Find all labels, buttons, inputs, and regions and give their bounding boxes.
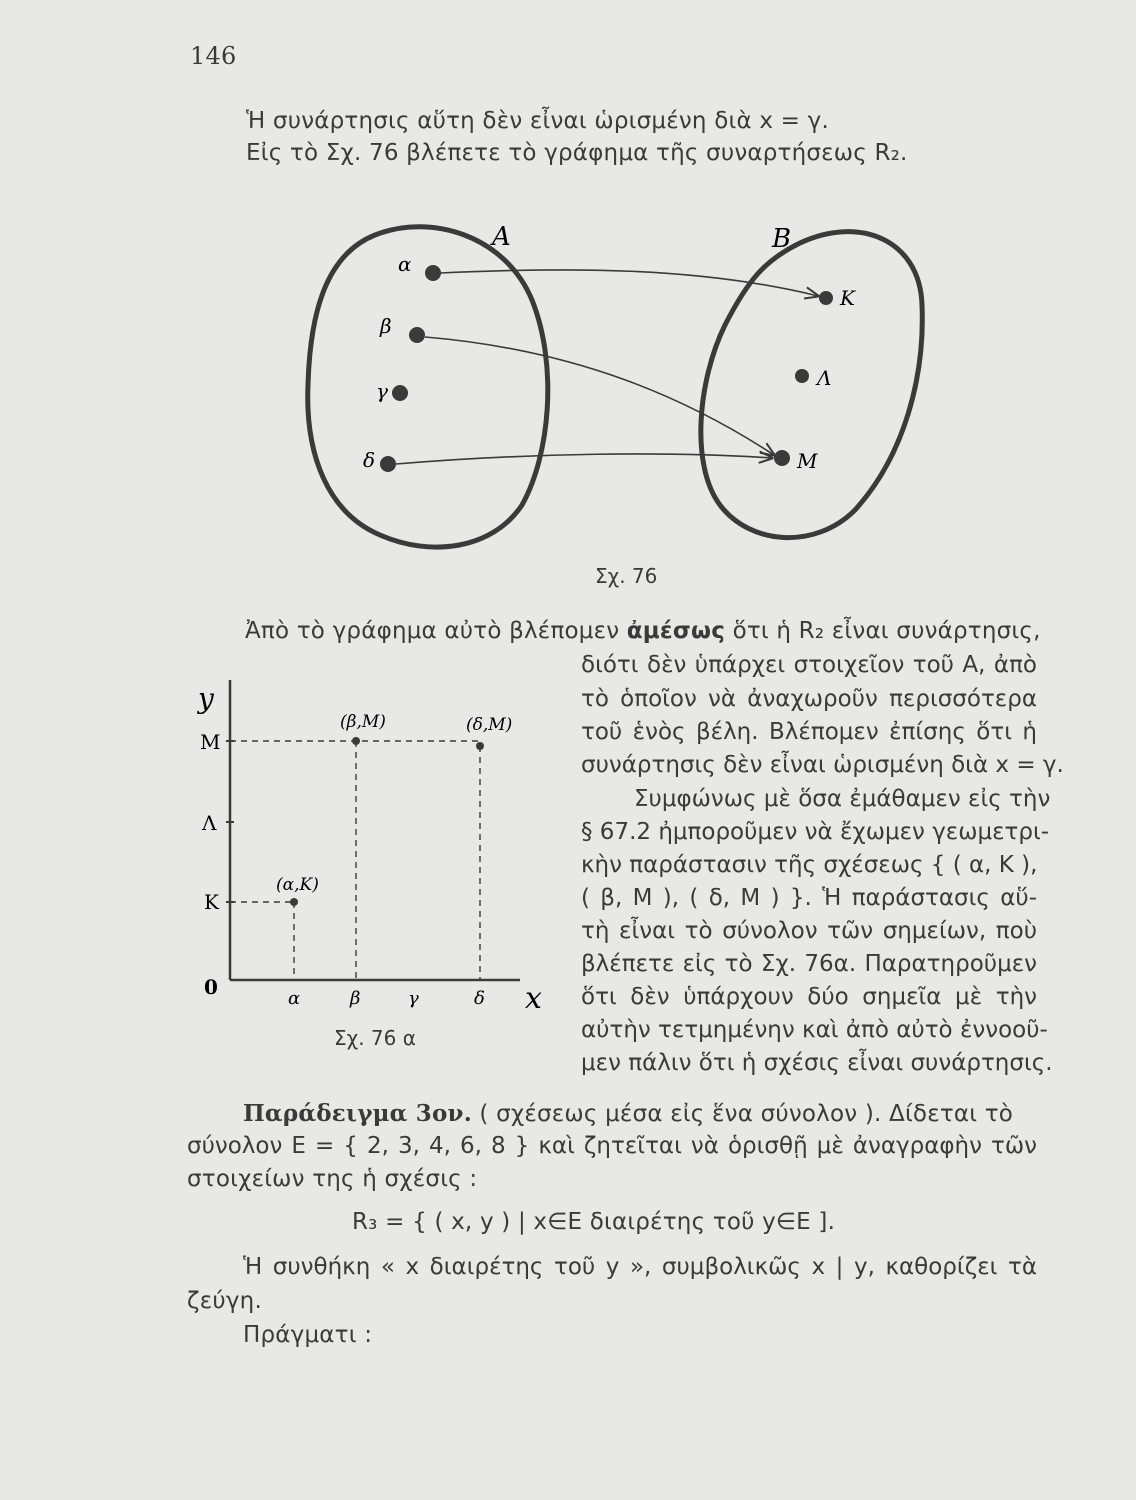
paragraph-1-line-3: τὸ ὁποῖον νὰ ἀναχωροῦν περισσότερα bbox=[581, 686, 1037, 712]
paragraph-2-line-5: τὴ εἶναι τὸ σύνολον τῶν σημείων, ποὺ bbox=[581, 918, 1037, 944]
example-3-line-3: στοιχείων της ἡ σχέσις : bbox=[187, 1166, 478, 1192]
example-3-heading: Παράδειγμα 3ον. bbox=[243, 1100, 472, 1127]
point-beta-M-label: (β,M) bbox=[340, 712, 386, 732]
paragraph-1-post: ὅτι ἡ R₂ εἶναι συνάρτησις, bbox=[725, 618, 1041, 644]
element-gamma-dot bbox=[392, 385, 408, 401]
element-gamma-label: γ bbox=[376, 379, 388, 403]
element-beta-label: β bbox=[380, 314, 392, 338]
x-tick-alpha: α bbox=[288, 988, 301, 1009]
example-3-line-5: ζεύγη. bbox=[187, 1288, 262, 1314]
arrow-delta-to-M bbox=[396, 454, 772, 464]
point-alpha-K-label: (α,K) bbox=[276, 875, 319, 895]
element-M-dot bbox=[774, 450, 790, 466]
example-3-formula: R₃ = { ( x, y ) | x∈E διαιρέτης τοῦ y∈E ]. bbox=[352, 1209, 836, 1235]
paragraph-1-pre: Ἀπὸ τὸ γράφημα αὐτὸ βλέπομεν bbox=[245, 618, 627, 644]
element-alpha-dot bbox=[425, 265, 441, 281]
paragraph-2-line-6: βλέπετε εἰς τὸ Σχ. 76α. Παρατηροῦμεν bbox=[581, 951, 1037, 977]
x-tick-beta: β bbox=[350, 988, 361, 1009]
arrow-alpha-to-K bbox=[440, 270, 818, 296]
element-K-dot bbox=[819, 291, 833, 305]
paragraph-1-line-5: συνάρτησις δὲν εἶναι ὡρισμένη διὰ x = γ. bbox=[581, 752, 1064, 778]
point-beta-M bbox=[352, 737, 360, 745]
element-Lambda-dot bbox=[795, 369, 809, 383]
element-delta-dot bbox=[380, 456, 396, 472]
example-3-line-1 bbox=[243, 1100, 1037, 1127]
element-Lambda-label: Λ bbox=[817, 366, 832, 390]
example-3-line-2: σύνολον E = { 2, 3, 4, 6, 8 } καὶ ζητεῖται νὰ ὁρισθῇ μὲ ἀναγραφὴν τῶν bbox=[187, 1133, 1037, 1159]
set-b-label: B bbox=[772, 224, 792, 254]
paragraph-2-line-1: Συμφώνως μὲ ὅσα ἐμάθαμεν εἰς τὴν bbox=[634, 786, 1051, 812]
point-delta-M-label: (δ,M) bbox=[466, 715, 513, 735]
arrow-beta-to-M bbox=[425, 337, 774, 455]
paragraph-2-line-2: § 67.2 ἠμποροῦμεν νὰ ἔχωμεν γεωμετρι- bbox=[581, 819, 1050, 845]
origin-label: 0 bbox=[204, 975, 218, 999]
figure-76-caption: Σχ. 76 bbox=[595, 564, 658, 588]
page-number: 146 bbox=[190, 42, 237, 70]
x-axis-label: x bbox=[525, 981, 542, 1016]
point-alpha-K bbox=[290, 898, 298, 906]
y-axis-label: y bbox=[198, 682, 214, 715]
set-a-label: A bbox=[492, 222, 511, 252]
paragraph-2-line-9: μεν πάλιν ὅτι ἡ σχέσις εἶναι συνάρτησις. bbox=[581, 1050, 1053, 1076]
set-b-outline bbox=[701, 232, 922, 538]
figure-76a-graph bbox=[190, 670, 570, 1030]
figure-76-arrow-diagram bbox=[280, 205, 960, 565]
y-tick-M: M bbox=[200, 730, 221, 754]
example-3-line-4: Ἡ συνθήκη « x διαιρέτης τοῦ y », συμβολικῶς x | y, καθορίζει τὰ bbox=[243, 1254, 1037, 1280]
element-K-label: K bbox=[840, 286, 855, 310]
paragraph-1-line-1 bbox=[245, 618, 1041, 644]
element-M-label: M bbox=[797, 449, 818, 473]
paragraph-2-line-7: ὅτι δὲν ὑπάρχουν δύο σημεῖα μὲ τὴν bbox=[581, 984, 1037, 1010]
element-delta-label: δ bbox=[363, 448, 376, 472]
paragraph-1-line-4: τοῦ ἑνὸς βέλη. Βλέπομεν ἐπίσης ὅτι ἡ bbox=[581, 719, 1037, 745]
intro-line-1: Ἡ συνάρτησις αὕτη δὲν εἶναι ὡρισμένη διὰ x = γ. bbox=[246, 108, 829, 134]
y-tick-Lambda: Λ bbox=[202, 811, 217, 835]
paragraph-1-line-2: διότι δὲν ὑπάρχει στοιχεῖον τοῦ A, ἀπὸ bbox=[581, 652, 1037, 678]
paragraph-2-line-4: ( β, M ), ( δ, M ) }. Ἡ παράστασις αὕ- bbox=[581, 885, 1037, 911]
x-tick-gamma: γ bbox=[408, 988, 419, 1009]
element-beta-dot bbox=[409, 327, 425, 343]
intro-line-2: Εἰς τὸ Σχ. 76 βλέπετε τὸ γράφημα τῆς συναρτήσεως R₂. bbox=[246, 140, 908, 166]
example-3-line-6: Πράγματι : bbox=[243, 1322, 373, 1348]
paragraph-2-line-3: κὴν παράστασιν τῆς σχέσεως { ( α, K ), bbox=[581, 852, 1038, 878]
example-3-line-1-rest: ( σχέσεως μέσα εἰς ἕνα σύνολον ). Δίδεται τὸ bbox=[471, 1101, 1014, 1127]
paragraph-1-bold: ἀμέσως bbox=[626, 618, 726, 644]
paragraph-2-line-8: αὐτὴν τετμημένην καὶ ἀπὸ αὐτὸ ἐννοοῦ- bbox=[581, 1017, 1048, 1043]
element-alpha-label: α bbox=[398, 252, 412, 276]
point-delta-M bbox=[476, 742, 484, 750]
y-tick-K: K bbox=[204, 890, 219, 914]
figure-76a-caption: Σχ. 76 α bbox=[334, 1026, 416, 1050]
x-tick-delta: δ bbox=[474, 988, 485, 1009]
